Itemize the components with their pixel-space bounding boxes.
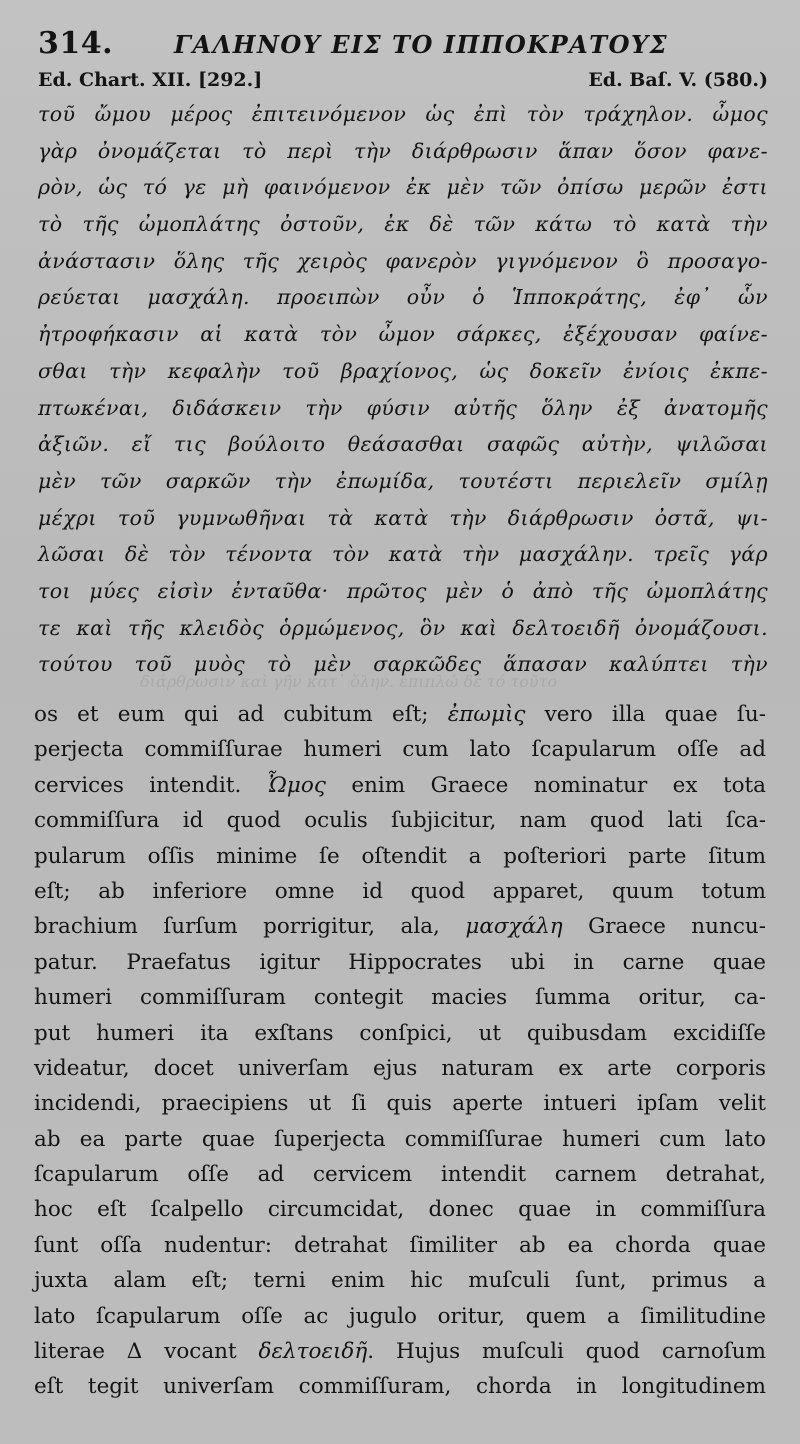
- greek-line: μὲν τῶν σαρκῶν τὴν ἐπωμίδα, τουτέστι περιελεῖν σμίλῃ: [38, 468, 768, 493]
- page-number: 314.: [38, 26, 114, 61]
- greek-word: μασχάλη: [465, 914, 563, 940]
- latin-segment: juxta alam eſt; terni enim hic muſculi ſunt, primus a: [34, 1268, 766, 1294]
- latin-segment: ab ea parte quae ſuperjecta commiſſurae humeri cum lato: [34, 1126, 766, 1152]
- latin-line: [34, 1157, 766, 1192]
- latin-line: [34, 1086, 766, 1121]
- latin-segment: eſt; ab inferiore omne id quod apparet, quum totum: [34, 878, 766, 904]
- latin-line: [34, 1299, 766, 1334]
- latin-segment: perjecta commiſſurae humeri cum lato ſcapularum oſſe ad: [34, 737, 766, 763]
- greek-line: λῶσαι δὲ τὸν τένοντα τὸν κατὰ τὴν μασχάλην. τρεῖς γάρ: [38, 542, 768, 567]
- latin-segment: ſcapularum oſſe ad cervicem intendit carnem detrahat,: [34, 1162, 766, 1188]
- latin-segment: cervices intendit.: [34, 772, 267, 798]
- greek-line: τε καὶ τῆς κλειδὸς ὁρμώμενος, ὃν καὶ δελτοειδῆ ὀνομάζουσι.: [38, 615, 768, 640]
- latin-segment: patur. Praefatus igitur Hippocrates ubi in carne quae: [34, 949, 766, 975]
- greek-line: τὸ τῆς ὠμοπλάτης ὀστοῦν, ἐκ δὲ τῶν κάτω τὸ κατὰ τὴν: [38, 212, 768, 237]
- latin-line: [34, 768, 766, 803]
- latin-segment: videatur, docet univerſam ejus naturam ex arte corporis: [34, 1055, 766, 1081]
- greek-line: ἠτροφήκασιν αἱ κατὰ τὸν ὦμον σάρκες, ἐξέχουσαν φαίνε-: [38, 322, 768, 347]
- bleed-through-text: διάρθρωσιν καὶ γῆν κατ᾽ ὅλην. ἐπιπλώ δέ τό τοῦτο: [140, 672, 558, 691]
- latin-segment: commiſſura id quod oculis ſubjicitur, nam quod lati ſca-: [34, 808, 766, 834]
- latin-segment: eſt tegit univerſam commiſſuram, chorda in longitudinem: [34, 1374, 766, 1400]
- latin-line: [34, 874, 766, 909]
- latin-line: [34, 1051, 766, 1086]
- latin-segment: incidendi, praecipiens ut ſi quis aperte intueri ipſam velit: [34, 1091, 766, 1117]
- latin-segment: hoc eſt ſcalpello circumcidat, donec quae in commiſſura: [34, 1197, 766, 1223]
- latin-line: [34, 1016, 766, 1051]
- latin-line: [34, 839, 766, 874]
- greek-line: τούτου τοῦ μυὸς τὸ μὲν σαρκῶδες ἅπασαν καλύπτει τὴν: [38, 652, 768, 677]
- latin-segment: pularum oſſis minime ſe oſtendit a poſteriori parte ſitum: [34, 843, 766, 869]
- latin-line: [34, 1263, 766, 1298]
- latin-line: [34, 1192, 766, 1227]
- latin-line: [34, 1228, 766, 1263]
- latin-line: [34, 1334, 766, 1369]
- greek-line: πτωκέναι, διδάσκειν τὴν φύσιν αὐτῆς ὅλην ἐξ ἀνατομῆς: [38, 395, 768, 420]
- greek-line: γὰρ ὀνομάζεται τὸ περὶ τὴν διάρθρωσιν ἅπαν ὅσον φανε-: [38, 138, 768, 163]
- edition-left: Ed. Chart. XII. [292.]: [38, 69, 263, 91]
- greek-word: ἐπωμὶς: [447, 702, 526, 727]
- latin-segment: lato ſcapularum oſſe ac jugulo oritur, quem a ſimilitudine: [34, 1303, 766, 1329]
- latin-segment: literae Δ vocant: [34, 1339, 259, 1365]
- greek-line: ρεύεται μασχάλη. προειπὼν οὖν ὁ Ἱπποκράτης, ἐφ᾽ ὧν: [38, 285, 768, 310]
- latin-segment: vero illa quae ſu-: [525, 702, 766, 727]
- latin-segment: enim Graece nominatur ex tota: [325, 772, 766, 798]
- latin-text: [34, 697, 766, 1405]
- latin-line: [34, 1369, 766, 1404]
- greek-line: τοῦ ὤμου μέρος ἐπιτεινόμενον ὡς ἐπὶ τὸν τράχηλον. ὦμος: [38, 102, 768, 126]
- latin-line: [34, 945, 766, 980]
- greek-text: [38, 96, 768, 683]
- latin-segment: . Hujus muſculi quod carnoſum: [367, 1339, 766, 1365]
- latin-line: [34, 732, 766, 767]
- latin-segment: humeri commiſſuram contegit macies ſumma oritur, ca-: [34, 985, 766, 1011]
- greek-word: δελτοειδῆ: [258, 1339, 368, 1365]
- edition-references: [38, 69, 768, 95]
- latin-line: [34, 1122, 766, 1157]
- latin-line: [34, 803, 766, 838]
- greek-line: ρὸν, ὡς τό γε μὴ φαινόμενον ἐκ μὲν τῶν ὀπίσω μερῶν ἐστι: [38, 175, 768, 200]
- greek-line: σθαι τὴν κεφαλὴν τοῦ βραχίονος, ὡς δοκεῖν ἐνίοις ἐκπε-: [38, 358, 768, 383]
- edition-right: Ed. Baſ. V. (580.): [588, 69, 768, 91]
- greek-line: τοι μύες εἰσὶν ἐνταῦθα· πρῶτος μὲν ὁ ἀπὸ τῆς ὠμοπλάτης: [38, 578, 768, 603]
- latin-segment: brachium ſurſum porrigitur, ala,: [34, 914, 466, 940]
- greek-word: Ὦμος: [266, 772, 326, 798]
- latin-segment: os et eum qui ad cubitum eſt;: [34, 702, 448, 727]
- running-title: ΓΑΛΗΝΟΥ ΕΙΣ ΤΟ ΙΠΠΟΚΡΑΤΟΥΣ: [174, 30, 669, 59]
- greek-line: ἀξιῶν. εἴ τις βούλοιτο θεάσασθαι σαφῶς αὐτὴν, ψιλῶσαι: [38, 432, 768, 457]
- latin-line: [34, 697, 766, 732]
- latin-segment: put humeri ita exſtans conſpici, ut quibusdam excidiſſe: [34, 1020, 766, 1046]
- latin-segment: ſunt oſſa nudentur: detrahat ſimiliter ab ea chorda quae: [34, 1232, 766, 1258]
- greek-line: ἀνάστασιν ὅλης τῆς χειρὸς φανερὸν γιγνόμενον ὃ προσαγο-: [38, 248, 768, 273]
- latin-segment: Graece nuncu-: [562, 914, 766, 940]
- latin-line: [34, 909, 766, 944]
- greek-line: μέχρι τοῦ γυμνωθῆναι τὰ κατὰ τὴν διάρθρωσιν ὀστᾶ, ψι-: [38, 505, 768, 530]
- latin-line: [34, 980, 766, 1015]
- page-header: [38, 26, 768, 66]
